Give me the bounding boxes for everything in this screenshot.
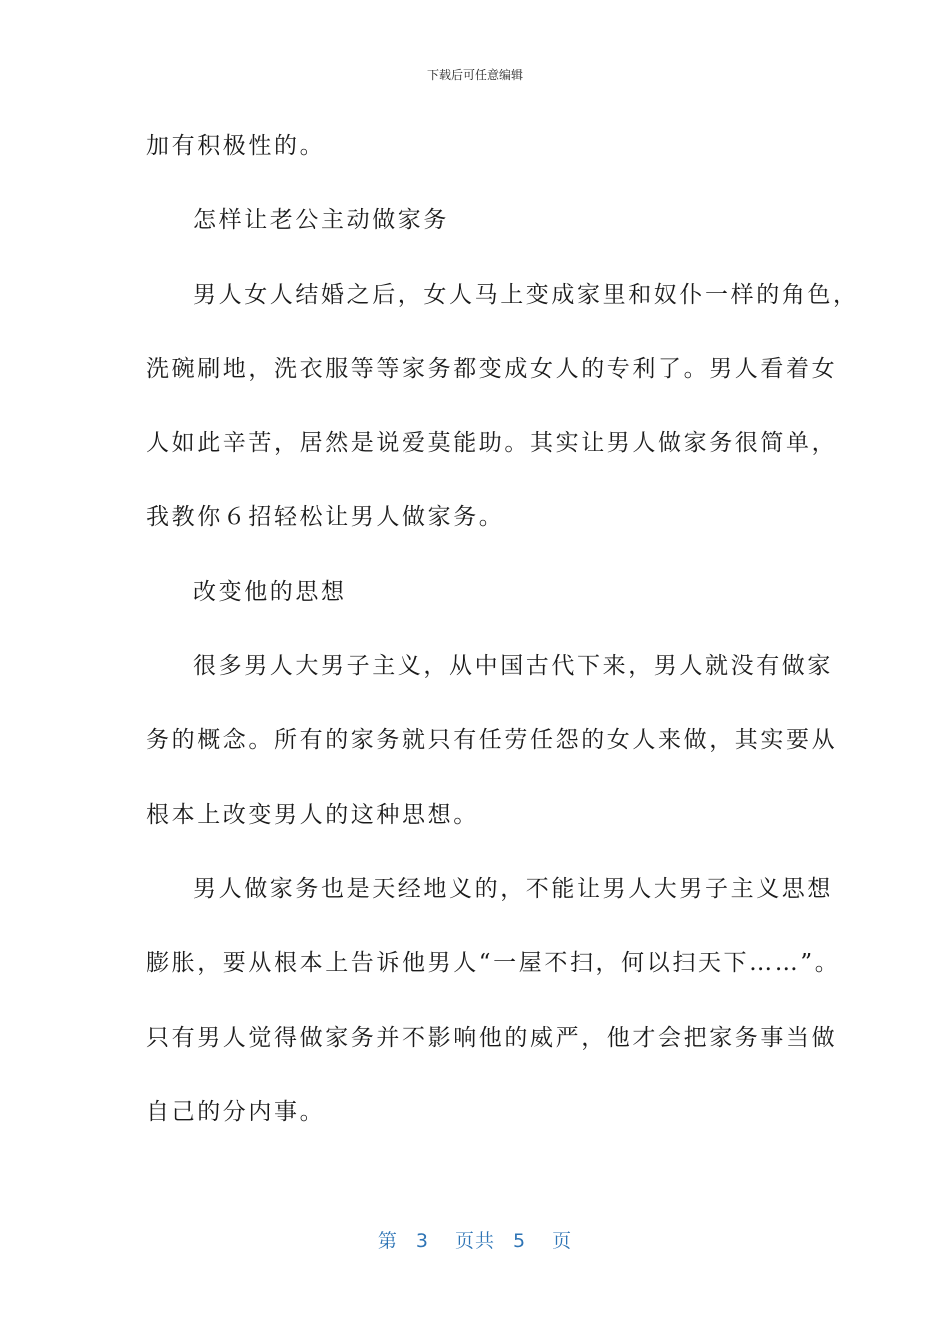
body-line-12: 膨胀，要从根本上告诉他男人“一屋不扫，何以扫天下……”。 (146, 950, 841, 977)
footer-page-prefix: 第 (377, 1230, 398, 1252)
body-line-13: 只有男人觉得做家务并不影响他的威严，他才会把家务事当做 (146, 1024, 838, 1051)
footer-page-middle: 页共 (454, 1230, 495, 1252)
footer-page-suffix: 页 (552, 1230, 573, 1252)
section-heading-2: 改变他的思想 (193, 578, 347, 605)
page-header: 下载后可任意编辑 (426, 68, 523, 82)
body-line-14: 自己的分内事。 (146, 1098, 326, 1125)
section-heading-1: 怎样让老公主动做家务 (193, 207, 449, 234)
footer-page-number: 3 (415, 1230, 429, 1252)
footer-total-pages: 5 (513, 1230, 527, 1252)
body-line-5: 人如此辛苦，居然是说爱莫能助。其实让男人做家务很简单， (146, 430, 838, 457)
document-body (146, 124, 859, 1164)
body-line-11: 男人做家务也是天经地义的，不能让男人大男子主义思想 (193, 875, 833, 902)
body-line-10: 根本上改变男人的这种思想。 (146, 801, 479, 828)
page-footer (0, 1226, 950, 1253)
body-line-6: 我教你６招轻松让男人做家务。 (146, 504, 505, 531)
body-line-9: 务的概念。所有的家务就只有任劳任怨的女人来做，其实要从 (146, 727, 838, 754)
body-line-3: 男人女人结婚之后，女人马上变成家里和奴仆一样的角色， (193, 281, 859, 308)
body-line-8: 很多男人大男子主义，从中国古代下来，男人就没有做家 (193, 653, 833, 680)
body-line-4: 洗碗刷地，洗衣服等等家务都变成女人的专利了。男人看着女 (146, 355, 838, 382)
body-line-1: 加有积极性的。 (146, 133, 326, 159)
